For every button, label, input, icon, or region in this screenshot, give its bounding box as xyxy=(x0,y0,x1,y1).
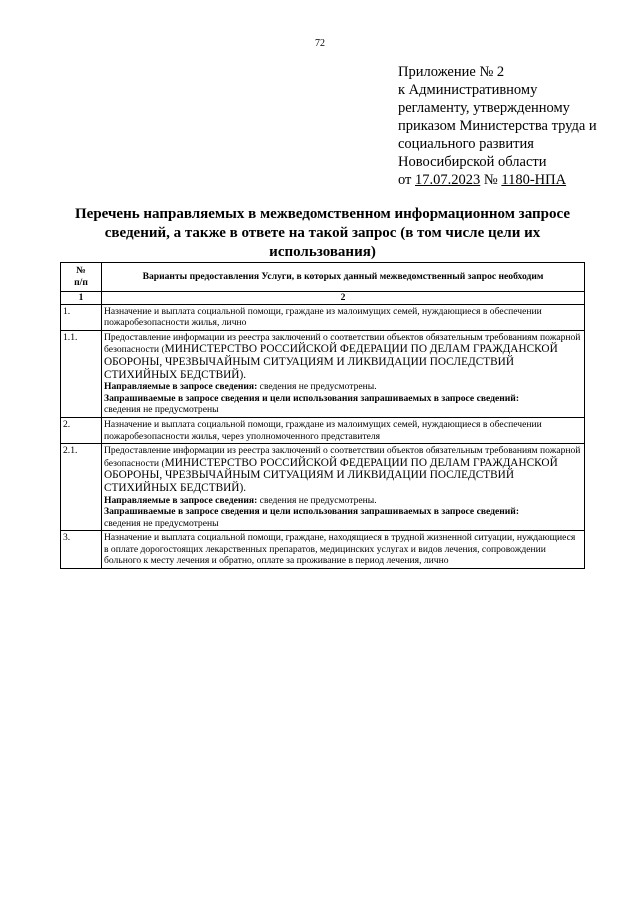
column-number: 1 xyxy=(61,292,102,305)
appendix-from: от xyxy=(398,172,412,188)
table-row xyxy=(61,330,585,417)
info-source-end: ). xyxy=(239,368,247,381)
row-number: 1.1. xyxy=(61,330,102,417)
table-header-row xyxy=(61,263,585,292)
table-row xyxy=(61,531,585,569)
appendix-line: приказом Министерства труда и xyxy=(398,118,597,134)
appendix-line: социального развития xyxy=(398,136,534,152)
appendix-header xyxy=(398,63,623,189)
organization-name: МИНИСТЕРСТВО РОССИЙСКОЙ ФЕДЕРАЦИИ ПО ДЕЛАМ ГРАЖДАНСКОЙ ОБОРОНЫ, ЧРЕЗВЫЧАЙНЫМ СИТУАЦИЯМ И ЛИКВИДАЦИИ ПОСЛЕДСТВИЙ СТИХИЙНЫХ БЕДСТВИЙ xyxy=(104,456,558,494)
header-variants-cell: Варианты предоставления Услуги, в которых данный межведомственный запрос необходим xyxy=(102,263,585,292)
header-number-label: п/п xyxy=(74,277,88,288)
number-sign: № xyxy=(483,172,498,188)
appendix-line: регламенту, утвержденному xyxy=(398,100,570,116)
row-text: Назначение и выплата социальной помощи, граждане из малоимущих семей, нуждающиеся в обеспечении пожаробезопасности жилья, через уполномоченного представителя xyxy=(102,417,585,443)
row-number: 2.1. xyxy=(61,444,102,531)
table-row xyxy=(61,304,585,330)
organization-name: МИНИСТЕРСТВО РОССИЙСКОЙ ФЕДЕРАЦИИ ПО ДЕЛАМ ГРАЖДАНСКОЙ ОБОРОНЫ, ЧРЕЗВЫЧАЙНЫМ СИТУАЦИЯМ И ЛИКВИДАЦИИ ПОСЛЕДСТВИЙ СТИХИЙНЫХ БЕДСТВИЙ xyxy=(104,343,558,381)
table-row xyxy=(61,444,585,531)
sent-data-value: сведения не предусмотрены. xyxy=(257,494,377,506)
order-date: 17.07.2023 xyxy=(415,172,481,188)
header-number-label: № xyxy=(76,265,86,277)
requested-data-label: Запрашиваемые в запросе сведения и цели использования запрашиваемых в запросе сведений: xyxy=(104,392,520,404)
row-content xyxy=(102,444,585,531)
appendix-line: Новосибирской области xyxy=(398,154,547,170)
info-source-text: Предоставление информации из реестра заключений о соответствии объектов обязательным требованиям пожарной безопасности ( xyxy=(104,331,581,356)
appendix-line: Приложение № 2 xyxy=(398,64,505,80)
requested-data-value: сведения не предусмотрены xyxy=(104,404,219,416)
row-text: Назначение и выплата социальной помощи, граждане, находящиеся в трудной жизненной ситуации, нуждающиеся в оплате дорогостоящих лекарственных препаратов, медицинских услугах и видов лечения, сопровождении больного к месту лечения и обратно, оплате за проживание в период лечения, лично xyxy=(102,531,585,569)
requests-table xyxy=(60,262,585,569)
row-number: 3. xyxy=(61,531,102,569)
page-number: 72 xyxy=(315,38,325,49)
column-numbering-row xyxy=(61,292,585,305)
info-source-end: ). xyxy=(239,481,247,494)
row-text: Назначение и выплата социальной помощи, граждане из малоимущих семей, нуждающиеся в обеспечении пожаробезопасности жилья, лично xyxy=(102,304,585,330)
requested-data-label: Запрашиваемые в запросе сведения и цели использования запрашиваемых в запросе сведений: xyxy=(104,506,520,518)
order-number: 1180-НПА xyxy=(501,172,567,188)
document-title: Перечень направляемых в межведомственном информационном запросе сведений, а также в ответе на такой запрос (в том числе цели их использования) xyxy=(75,206,570,260)
table-row xyxy=(61,417,585,443)
appendix-line: к Административному xyxy=(398,82,538,98)
row-number: 2. xyxy=(61,417,102,443)
sent-data-label: Направляемые в запросе сведения: xyxy=(104,381,258,393)
row-content xyxy=(102,330,585,417)
sent-data-label: Направляемые в запросе сведения: xyxy=(104,494,258,506)
column-number: 2 xyxy=(102,292,585,305)
requested-data-value: сведения не предусмотрены xyxy=(104,517,219,529)
header-number-cell xyxy=(61,263,102,292)
appendix-order-line xyxy=(398,171,623,189)
info-source-text: Предоставление информации из реестра заключений о соответствии объектов обязательным требованиям пожарной безопасности ( xyxy=(104,445,581,469)
row-number: 1. xyxy=(61,304,102,330)
sent-data-value: сведения не предусмотрены. xyxy=(257,381,377,393)
